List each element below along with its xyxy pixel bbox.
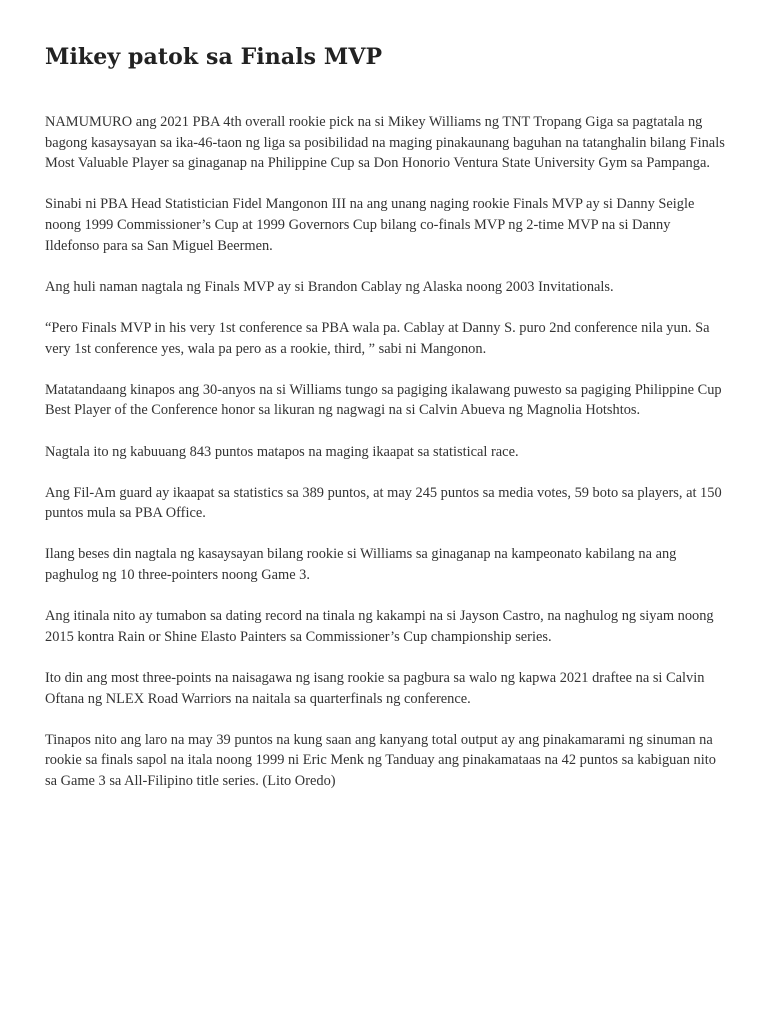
article-paragraph: Ilang beses din nagtala ng kasaysayan bilang rookie si Williams sa ginaganap na kampeonato kabilang na ang paghulog ng 10 three-pointers noong Game 3. (45, 546, 677, 584)
article-paragraph: Sinabi ni PBA Head Statistician Fidel Mangonon III na ang unang naging rookie Finals MVP ay si Danny Seigle noong 1999 Commissioner’s Cup at 1999 Governors Cup bilang co-finals MVP ng 2-time MVP na si Danny Ildefonso para sa San Miguel Beermen. (45, 196, 695, 254)
article (45, 40, 725, 812)
article-paragraph: Ang Fil-Am guard ay ikaapat sa statistics sa 389 puntos, at may 245 puntos sa media votes, 59 boto sa players, at 150 puntos mula sa PBA Office. (45, 484, 722, 522)
article-paragraph: Ito din ang most three-points na naisagawa ng isang rookie sa pagbura sa walo ng kapwa 2021 draftee na si Calvin Oftana ng NLEX Road Warriors na naitala sa quarterfinals ng conference. (45, 670, 705, 707)
article-paragraph: “Pero Finals MVP in his very 1st conference sa PBA wala pa. Cablay at Danny S. puro 2nd conference nila yun. Sa very 1st conference yes, wala pa pero as a rookie, third, ” sabi ni Mangonon. (45, 319, 710, 357)
article-title: Mikey patok sa Finals MVP (45, 44, 383, 70)
article-paragraph: Ang huli naman nagtala ng Finals MVP ay si Brandon Cablay ng Alaska noong 2003 Invitationals. (45, 278, 614, 295)
article-paragraph: NAMUMURO ang 2021 PBA 4th overall rookie pick na si Mikey Williams ng TNT Tropang Giga sa pagtatala ng bagong kasaysayan sa ika-46-taon ng liga sa posibilidad na maging pinakaunang baguhan na tatanghalin bilang Finals Most Valuable Player sa ginaganap na Philippine Cup sa Don Honorio Ventura State University Gym sa Pampanga. (45, 114, 725, 172)
article-paragraph: Nagtala ito ng kabuuang 843 puntos matapos na maging ikaapat sa statistical race. (45, 443, 519, 460)
article-paragraph: Tinapos nito ang laro na may 39 puntos na kung saan ang kanyang total output ay ang pinakamarami ng sinuman na rookie sa finals sapol na itala noong 1999 ni Eric Menk ng Tanduay ang pinakamataas na 42 puntos sa kabiguan nito sa Game 3 sa All-Filipino title series. (Lito Oredo) (45, 731, 716, 789)
article-paragraph: Ang itinala nito ay tumabon sa dating record na tinala ng kakampi na si Jayson Castro, na naghulog ng siyam noong 2015 kontra Rain or Shine Elasto Painters sa Commissioner’s Cup championship series. (45, 608, 714, 645)
article-paragraph: Matatandaang kinapos ang 30-anyos na si Williams tungo sa pagiging ikalawang puwesto sa pagiging Philippine Cup Best Player of the Conference honor sa likuran ng nagwagi na si Calvin Abueva ng Magnolia Hotshtos. (45, 381, 722, 419)
